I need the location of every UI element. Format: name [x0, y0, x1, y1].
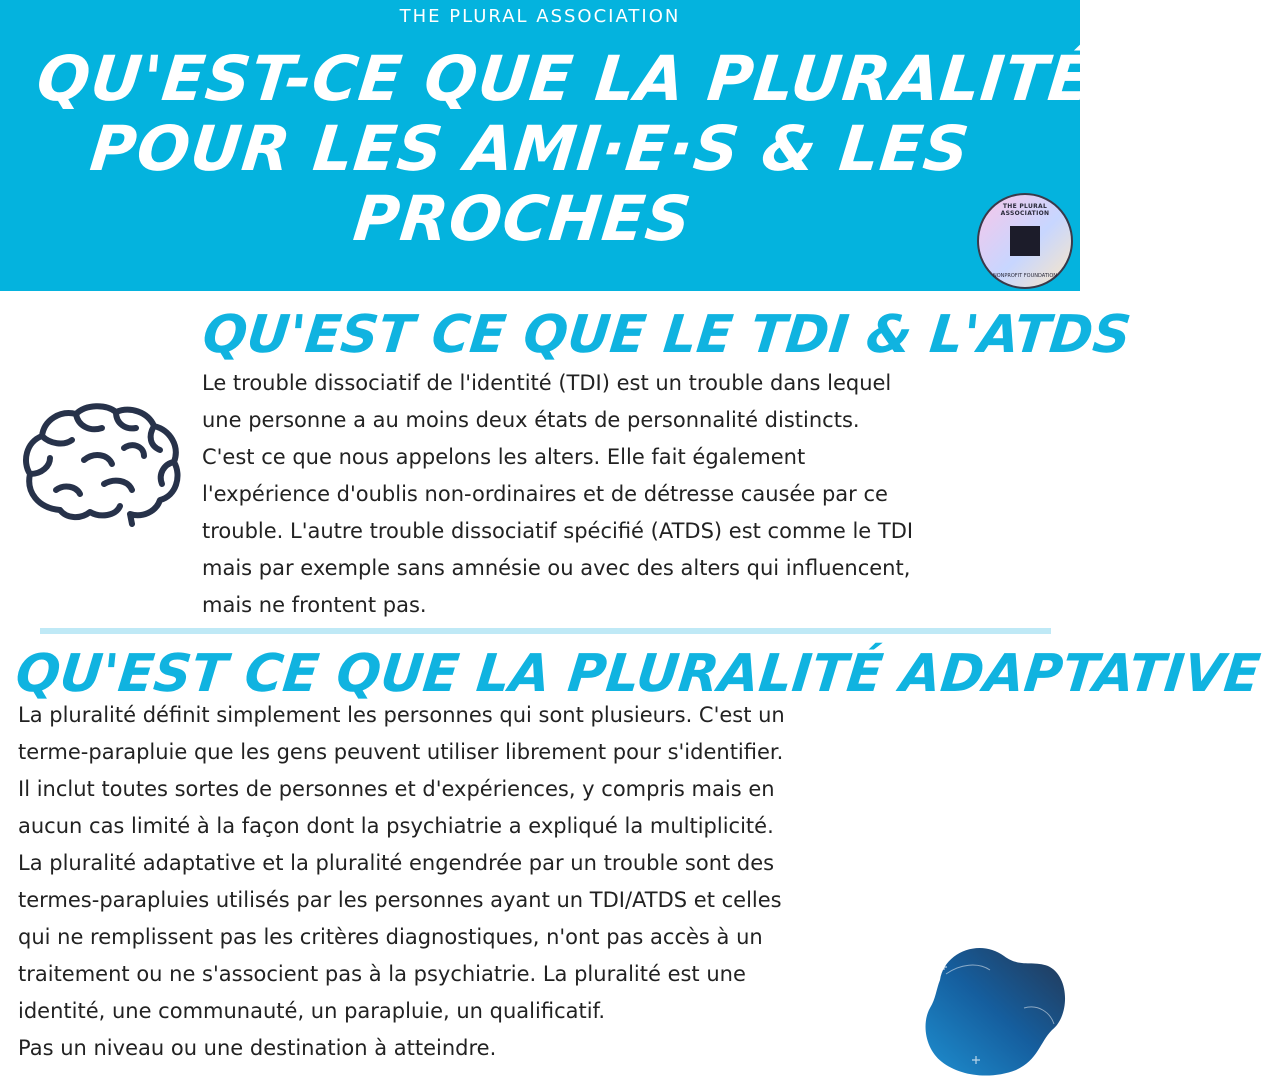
association-logo	[977, 193, 1073, 289]
header-banner	[0, 0, 1096, 291]
title-line: QU'EST-CE QUE LA PLURALITÉ	[33, 42, 1096, 115]
title-line: POUR LES AMI·E·S & LES	[86, 112, 974, 185]
logo-center-square	[1010, 226, 1040, 256]
page-title	[19, 42, 1096, 255]
title-line: PROCHES	[350, 182, 696, 255]
body-line: mais par exemple sans amnésie ou avec des alters qui influencent,	[202, 556, 911, 580]
section-body-tdi-atds	[202, 365, 1082, 624]
section-heading-tdi-atds: QU'EST CE QUE LE TDI & L'ATDS	[199, 305, 1134, 365]
body-line: termes-parapluies utilisés par les personnes ayant un TDI/ATDS et celles	[18, 888, 782, 912]
section-body-pluralite-adaptative	[18, 697, 968, 1067]
section-divider	[40, 628, 1051, 634]
section-heading-pluralite-adaptative: QU'EST CE QUE LA PLURALITÉ ADAPTATIVE	[12, 644, 1263, 704]
body-line: Le trouble dissociatif de l'identité (TDI) est un trouble dans lequel	[202, 371, 892, 395]
body-line: La pluralité définit simplement les personnes qui sont plusieurs. C'est un	[18, 703, 785, 727]
body-line: terme-parapluie que les gens peuvent utiliser librement pour s'identifier.	[18, 740, 784, 764]
logo-bottom-text: NONPROFIT FOUNDATION	[992, 273, 1058, 279]
body-line: l'expérience d'oublis non-ordinaires et de détresse causée par ce	[202, 482, 888, 506]
body-line: La pluralité adaptative et la pluralité engendrée par un trouble sont des	[18, 851, 775, 875]
body-line: Il inclut toutes sortes de personnes et d'expériences, y compris mais en	[18, 777, 775, 801]
body-line: aucun cas limité à la façon dont la psychiatrie a expliqué la multiplicité.	[18, 814, 774, 838]
body-line: qui ne remplissent pas les critères diagnostiques, n'ont pas accès à un	[18, 925, 763, 949]
body-line: C'est ce que nous appelons les alters. Elle fait également	[202, 445, 806, 469]
body-line: traitement ou ne s'associent pas à la psychiatrie. La pluralité est une	[18, 962, 746, 986]
body-line: mais ne frontent pas.	[202, 593, 427, 617]
logo-top-text: THE PLURAL ASSOCIATION	[1000, 203, 1050, 217]
decorative-blob	[920, 938, 1070, 1078]
body-line: Pas un niveau ou une destination à atteindre.	[18, 1036, 497, 1060]
body-line: une personne a au moins deux états de personnalité distincts.	[202, 408, 860, 432]
body-line: trouble. L'autre trouble dissociatif spécifié (ATDS) est comme le TDI	[202, 519, 914, 543]
org-name: THE PLURAL ASSOCIATION	[399, 6, 681, 27]
body-line: identité, une communauté, un parapluie, un qualificatif.	[18, 999, 606, 1023]
brain-icon	[20, 400, 185, 528]
